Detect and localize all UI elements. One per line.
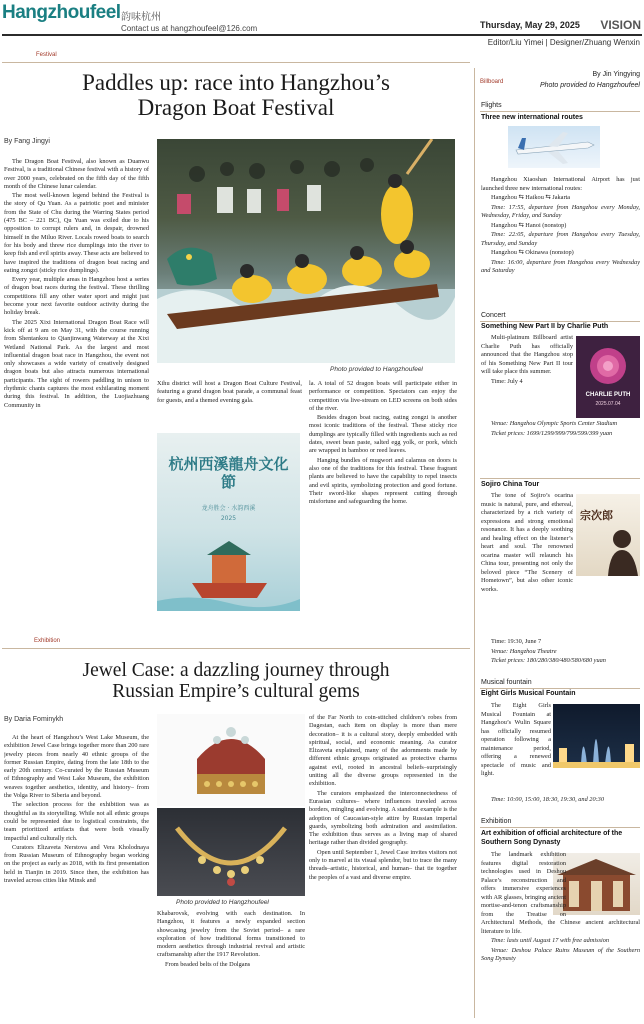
route-time: Time: 16:00, departure from Hangzhou every Wednesday and Saturday — [481, 258, 640, 274]
category-divider — [480, 321, 640, 322]
paragraph: The curators emphasized the interconnectedness of Eurasian cultures– where influences traveled across borders, mingling and evolving. A standout example is the adoption of Caucasian-style attire by Russian imperial guards, symbolizing both admiration and assimilation. The exhibition thus serves as a living map of shared heritage rather than divided geography. — [309, 789, 457, 847]
route-name: Hangzhou ⇆ Okinawa (nonstop) — [491, 249, 574, 256]
portrait-silhouette — [576, 494, 640, 576]
logo-chinese: 韵味杭州 — [121, 12, 161, 23]
article-column — [157, 380, 302, 430]
sidebar-byline: By Jin Yingying — [592, 71, 640, 78]
event-venue: Venue: Hangzhou Olympic Sports Center Stadium — [491, 420, 618, 427]
flights-title: Three new international routes — [481, 114, 583, 121]
contact-email: Contact us at hangzhoufeel@126.com — [121, 24, 258, 33]
event-time: Time: 19:30, June 7 — [491, 638, 542, 645]
headline-line: Dragon Boat Festival — [137, 95, 335, 121]
sojiro-poster — [576, 494, 640, 576]
concert-title: Something New Part II by Charlie Puth — [481, 323, 609, 330]
paragraph: The most well-known legend behind the Festival is the story of Qu Yuan. As a patriotic poet and minister from the State of Chu during the Warring States period (475 BC – 221 BC), Qu Yuan was exiled due to his opposition to corrupt rulers and, in despair, drowned himself in the Miluo River. Locals rowed boats to search for his body and threw rice dumplings into the river to keep fish and evil spirits away. These acts are believed to have inspired the traditions of dragon boat racing and eating zongzi (sticky rice dumplings). — [4, 192, 149, 274]
route-time: Time: 22:05, departure from Hangzhou every Tuesday, Thursday, and Sunday — [481, 231, 640, 247]
sojiro-details — [481, 638, 640, 670]
article-byline: By Daria Fominykh — [4, 716, 64, 723]
article-column — [309, 380, 457, 613]
category-divider — [480, 827, 640, 828]
editor-credits: Editor/Liu Yimei | Designer/Zhuang Wenxin — [487, 38, 640, 47]
poster-title: 杭州西溪龍舟文化節 — [168, 455, 289, 491]
event-venue: Venue: Hangzhou Theatre — [491, 647, 557, 655]
flights-text — [481, 176, 640, 304]
category-divider — [480, 478, 640, 479]
poster-name-cn: 宗次郎 — [580, 509, 613, 522]
category-concert: Concert — [481, 312, 506, 319]
paragraph: The 2025 Xixi International Dragon Boat Race will kick off at 9 am on May 31, with the course running from Shentankou to Qianjinwang Waterway at the Xixi Wetland National Park. As the largest and most influential dragon boat race in Hangzhou, the event not only showcases a wide variety of creatively designed dragon boats but also attracts numerous international participants. The sight of rowers paddling in unison to rhythmic chants captures the most exhilarating moment during this festival. In addition, the Luojiazhuang Community in — [4, 318, 149, 409]
article-byline: By Fang Jingyi — [4, 138, 50, 145]
event-time: Time: July 4 — [491, 377, 523, 385]
paragraph: From beaded belts of the Dolgans — [165, 960, 251, 968]
airplane-photo — [508, 126, 600, 168]
fountain-details — [481, 796, 640, 808]
photo-caption: Photo provided to Hangzhoufeel — [176, 899, 269, 906]
paragraph: Multi-platinum Billboard artist Charlie Puth has officially announced that the Hangzhou stop of his Something New Part II tour will take place this summer. — [481, 334, 573, 375]
section-label-exhibition: Exhibition — [34, 638, 61, 644]
category-exhibition: Exhibition — [481, 818, 512, 825]
poster-subtitle: 龙舟胜会 · 水韵西溪 — [201, 505, 256, 512]
section-label-festival: Festival — [36, 52, 57, 58]
event-time: Time: 10:00, 15:00, 18:30, 19:30, and 20:30 — [491, 796, 604, 803]
category-divider — [480, 688, 640, 689]
paragraph: The tone of Sojiro’s ocarina music is natural, pure, and ethereal, characterized by a rich variety of expressions and strong emotional resonance. It has a deeply soothing and healing effect on the listener’s heart and soul. The renowned ocarina master will relaunch his China tour, presenting not only the beloved piece “The Scenery of Hometown”, but also other iconic works. — [481, 492, 573, 593]
fountain-illustration — [553, 704, 640, 768]
article-column — [157, 910, 305, 1022]
headdress-illustration — [157, 714, 305, 806]
airplane-icon — [508, 126, 600, 168]
category-flights: Flights — [481, 102, 502, 109]
exhibition-title: Art exhibition of official architecture of the Southern Song Dynasty — [481, 830, 623, 847]
concert-details — [481, 420, 640, 470]
article-headline — [2, 70, 470, 121]
fountain-photo — [553, 704, 640, 768]
sojiro-text — [481, 492, 573, 662]
festival-poster — [157, 433, 300, 611]
exhibition-text — [481, 851, 640, 1023]
masthead — [0, 0, 644, 48]
section-name: VISION — [600, 18, 641, 32]
headline-line: Jewel Case: a dazzling journey through — [82, 660, 390, 681]
jewelry-headdress-photo — [157, 714, 305, 806]
paragraph: Khabarovsk, evolving with each destination. In Hangzhou, it features a newly expanded section showcasing jewelry from the Soviet period– a rare exploration of how traditional forms transitioned to modern aesthetics through industrial revival and artistic craftsmanship after the 1917 Revolution. — [157, 910, 305, 959]
dragon-boat-photo — [157, 139, 455, 363]
category-divider — [480, 111, 640, 112]
event-venue: Venue: Deshou Palace Ruins Museum of the Southern Song Dynasty — [481, 946, 640, 962]
paragraph: Besides dragon boat racing, eating zongzi is another most iconic traditions of the festival. These sticky rice dumplings are typically filled with ingredients such as red dates, sweet bean paste, salted egg yolk, or pork, which are wrapped in bamboo or reed leaves. — [309, 414, 457, 455]
paragraph: Curators Elizaveta Nerstova and Vera Kholodnaya from Russian Museum of Ethnography began working on the project as early as 2018, with its first presentation held in Tianjin in 2019. Since then, the exhibition has traveled across cities like Minsk and — [4, 843, 149, 885]
concert-text — [481, 334, 573, 418]
masthead-divider — [2, 34, 642, 36]
poster-date: 2025.07.04 — [595, 401, 621, 407]
sidebar-divider — [474, 68, 475, 1018]
charlie-puth-poster — [576, 336, 640, 418]
issue-date: Thursday, May 29, 2025 — [480, 20, 580, 30]
paragraph: Hanging bundles of mugwort and calamus on doors is also one of the traditions for this festival. These fragrant plants are believed to have the capability to repel insects and evil spirits, symbolizing protection and good fortune. Their sword-like shapes represent cutting through misfortune and safeguarding the home. — [309, 456, 457, 506]
section-divider — [2, 648, 470, 649]
poster-year: 2025 — [220, 515, 237, 522]
paragraph: Hangzhou Xiaoshan International Airport has just launched three new international routes: — [481, 176, 640, 192]
fountain-text — [481, 702, 551, 794]
fountain-title: Eight Girls Musical Fountain — [481, 690, 576, 697]
headline-line: Russian Empire’s cultural gems — [112, 681, 360, 703]
text-wrap-spacer — [566, 851, 640, 915]
dragon-boat-illustration — [157, 139, 455, 363]
poster-boat-icon — [157, 433, 300, 611]
necklace-illustration — [157, 808, 305, 896]
route-name: Hangzhou ⇆ Hanoi (nonstop) — [491, 221, 567, 229]
paragraph: Xihu district will host a Dragon Boat Culture Festival, featuring a grand dragon boat parade, a communal feast for guests, and a themed evening gala. — [157, 380, 302, 404]
article-headline — [2, 660, 470, 703]
poster-artist: CHARLIE PUTH — [585, 392, 631, 398]
sojiro-title: Sojiro China Tour — [481, 481, 540, 488]
route-name: Hangzhou ⇆ Haikou ⇆ Jakarta — [491, 194, 571, 201]
sidebar-label: Billboard — [480, 79, 504, 85]
jewelry-necklace-photo — [157, 808, 305, 896]
event-time: Time: lasts until August 17 with free admission — [491, 937, 610, 944]
section-divider — [2, 62, 470, 63]
article-column — [309, 714, 457, 1022]
paragraph — [481, 851, 640, 936]
sidebar-photo-credit: Photo provided to Hangzhoufeel — [539, 82, 640, 89]
paragraph: Open until September 1, Jewel Case invites visitors not only to marvel at its visual splendor, but to trace the many threads–artistic, historical, and human– that tie together the peoples of a vast and diverse empire. — [309, 848, 457, 881]
route-time: Time: 17:55, departure from Hangzhou every Monday, Wednesday, Friday, and Sunday — [481, 203, 640, 219]
paragraph: of the Far North to coin-stitched children’s robes from Dagestan, each item on display is more than mere decoration– it is a cultural story, deeply embedded with spiritual, social, and economic meaning. As curator Elizaveta explained, many of the adornments made by different ethnic groups originated as protective charms against evil, rooted in ancestral beliefs–surprisingly uniting all the diverse groups represented in the exhibition. — [309, 714, 457, 788]
paragraph: Every year, multiple areas in Hangzhou host a series of dragon boat races during the festival. These thrilling competitions fill any other water sport and might just become your next favorite outdoor activity during the holiday break. — [4, 276, 149, 317]
paragraph: At the heart of Hangzhou’s West Lake Museum, the exhibition Jewel Case brings together more than 200 rare jewelry pieces from nearly 40 ethnic groups of the former Russian Empire, dating from the late 18th to the early 20th century. Co-curated by the Russian Museum of Ethnography and West Lake Museum, the exhibition weaves together aesthetics, identity, and history– from the Volga River to Siberia and beyond. — [4, 734, 149, 800]
headline-line: Paddles up: race into Hangzhou’s — [82, 70, 390, 95]
category-musical-fountain: Musical fountain — [481, 679, 532, 686]
article-column — [4, 158, 149, 613]
paragraph: The Dragon Boat Festival, also known as Duanwu Festival, is a traditional Chinese festival with a history of over 2000 years, celebrated on the fifth day of the fifth month of the Chinese lunar calendar. — [4, 158, 149, 190]
logo: Hangzhoufeel — [2, 2, 121, 23]
paragraph: The selection process for the exhibition was as thoughtful as its storytelling. While not all ethnic groups could be represented due to logistical constraints, the team prioritized artifacts that were both visually impactful and culturally rich. — [4, 801, 149, 842]
event-tickets: Ticket prices: 1699/1299/999/799/599/399 yuan — [491, 429, 613, 437]
photo-caption: Photo provided to Hangzhoufeel — [330, 366, 423, 373]
article-column — [4, 734, 149, 1022]
paragraph: la. A total of 52 dragon boats will participate either in performance or competition. Spectators can enjoy the competition via live-stream on LED screens on both sides of the river. — [309, 380, 457, 412]
paragraph-text: The landmark exhibition features digital restoration technologies used in Deshou Palace’s reconstruction and offers immersive experiences with AR glasses, bringing ancient mortise-and-tenon craftsmanship from the Treatise on Architectural Methods, the Chinese ancient architectural literature to life. — [481, 851, 640, 935]
paragraph: The Eight Girls Musical Fountain at Hangzhou’s Wulin Square has officially resumed operation following a maintenance period, offering a renewed spectacle of music and light. — [481, 702, 551, 777]
event-tickets: Ticket prices: 180/280/380/480/580/680 yuan — [491, 657, 606, 664]
